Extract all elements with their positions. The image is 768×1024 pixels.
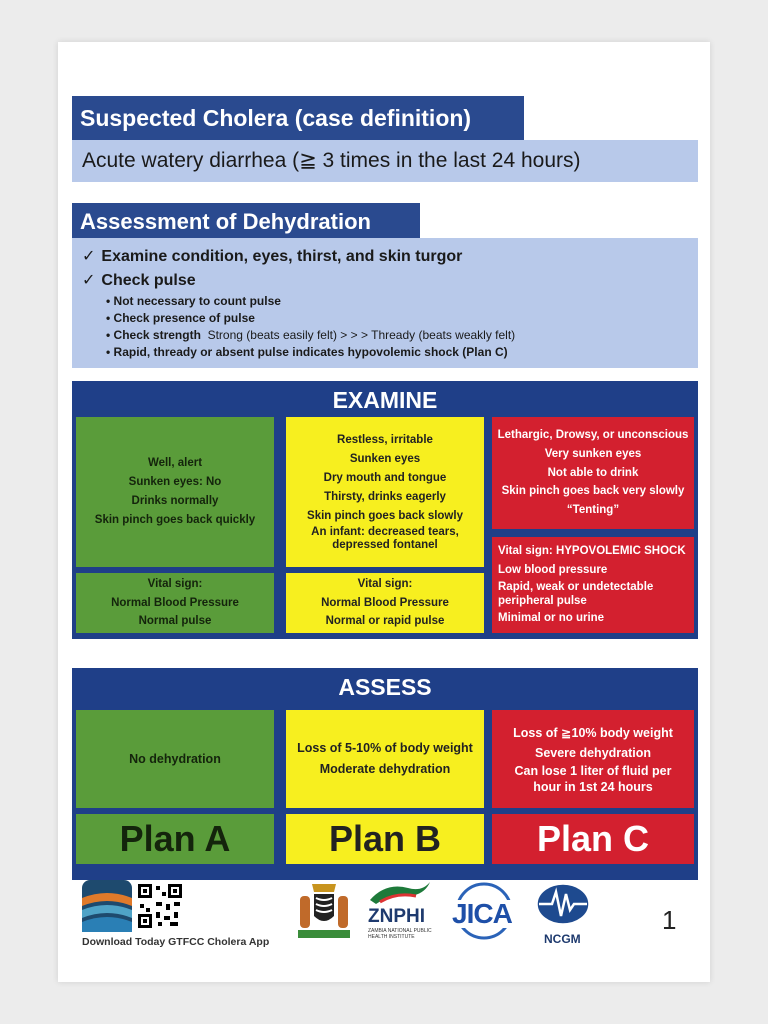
znphi-bird-icon (366, 880, 434, 906)
sign-text: Very sunken eyes (544, 447, 642, 460)
sign-text: Lethargic, Drowsy, or unconscious (497, 428, 689, 441)
assess-text: Loss of 5-10% of body weight (297, 741, 473, 756)
assess-text: Can lose 1 liter of fluid per hour in 1st 24 hours (514, 764, 672, 794)
sign-text: Skin pinch goes back slowly (307, 509, 463, 522)
sign-text: “Tenting” (566, 504, 620, 517)
examine-red-signs (492, 417, 694, 529)
plan-b (286, 814, 484, 864)
jica-logo: JICA (452, 898, 512, 929)
plan-a (76, 814, 274, 864)
assess-text: Severe dehydration (534, 746, 651, 761)
vital-text: Normal Blood Pressure (321, 596, 449, 609)
assess-text: Moderate dehydration (319, 762, 451, 776)
vital-text: Vital sign: (357, 577, 413, 590)
checkmark-icon: ✓ (82, 248, 96, 265)
sign-text: Drinks normally (131, 495, 219, 507)
sign-text: Skin pinch goes back quickly (94, 513, 256, 526)
assess-green (76, 710, 274, 808)
sign-text: Sunken eyes (349, 452, 421, 465)
vital-red (492, 537, 694, 633)
plan-label: Plan B (328, 818, 442, 859)
ncgm-logo: NCGM (544, 932, 581, 946)
vital-text: Vital sign: HYPOVOLEMIC SHOCK (498, 545, 686, 558)
gtfcc-app-logo (82, 880, 132, 932)
vital-text: Low blood pressure (498, 564, 608, 577)
sign-text: Well, alert (147, 457, 203, 470)
vital-text: Normal Blood Pressure (111, 596, 239, 609)
vital-text: Normal or rapid pulse (325, 615, 445, 628)
dehydration-title: Assessment of Dehydration (72, 203, 420, 241)
qr-code-icon (136, 882, 184, 930)
assess-text: Loss of ≧10% body weight (513, 725, 673, 740)
bullet-item: • Rapid, thready or absent pulse indicates hypovolemic shock (Plan C) (106, 345, 508, 359)
check-text: Check pulse (101, 272, 196, 289)
checkmark-icon: ✓ (82, 272, 96, 289)
sign-text: Restless, irritable (337, 433, 433, 446)
plan-label: Plan A (119, 818, 231, 859)
vital-text: Vital sign: (147, 577, 203, 590)
bullet-item: • Check presence of pulse (106, 311, 255, 325)
vital-text: Rapid, weak or undetectable peripheral pulse (498, 581, 654, 608)
bullet-text: Not necessary to count pulse (113, 294, 281, 308)
znphi-logo: ZNPHI (368, 906, 425, 927)
sign-text: Thirsty, drinks eagerly (324, 490, 446, 503)
assess-text: No dehydration (129, 751, 221, 766)
check-item (82, 246, 688, 266)
ncgm-globe-icon (534, 882, 592, 930)
vital-text: Normal pulse (138, 615, 212, 628)
assess-red (492, 710, 694, 808)
dehydration-instructions (72, 238, 698, 368)
bullet-text: Check presence of pulse (113, 311, 255, 325)
bullet-text: Rapid, thready or absent pulse indicates hypovolemic shock (Plan C) (113, 345, 508, 359)
sign-text: Skin pinch goes back very slowly (501, 485, 685, 498)
vital-yellow (286, 573, 484, 633)
vital-green (76, 573, 274, 633)
assess-panel (72, 668, 698, 880)
check-item (82, 270, 688, 290)
sign-text: Dry mouth and tongue (323, 471, 447, 484)
examine-green-signs (76, 417, 274, 567)
sign-text: Not able to drink (547, 466, 639, 479)
examine-title: EXAMINE (332, 387, 438, 413)
bullet-item: • Not necessary to count pulse (106, 294, 281, 308)
check-text: Examine condition, eyes, thirst, and skin turgor (101, 248, 463, 265)
plan-label: Plan C (536, 818, 650, 859)
examine-yellow-signs (286, 417, 484, 567)
sign-text: An infant: decreased tears, depressed fontanel (311, 525, 459, 552)
assess-yellow (286, 710, 484, 808)
page-number: 1 (662, 905, 677, 935)
vital-text: Minimal or no urine (498, 611, 605, 624)
bullet-text: Check strength (113, 328, 201, 342)
plan-c (492, 814, 694, 864)
zambia-coat-of-arms-icon (296, 882, 352, 942)
znphi-subtitle: ZAMBIA NATIONAL PUBLIC HEALTH INSTITUTE (368, 928, 432, 940)
assess-title: ASSESS (338, 674, 432, 700)
case-definition-title: Suspected Cholera (case definition) (72, 96, 524, 140)
case-definition-text: Acute watery diarrhea (≧ 3 times in the last 24 hours) (72, 140, 698, 182)
download-text: Download Today GTFCC Cholera App (82, 936, 270, 948)
sign-text: Sunken eyes: No (128, 476, 222, 489)
examine-panel (72, 381, 698, 639)
bullet-item: • Check strength Strong (beats easily felt) > > > Thready (beats weakly felt) (106, 328, 516, 342)
bullet-detail: Strong (beats easily felt) > > > Thready (beats weakly felt) (207, 328, 516, 342)
